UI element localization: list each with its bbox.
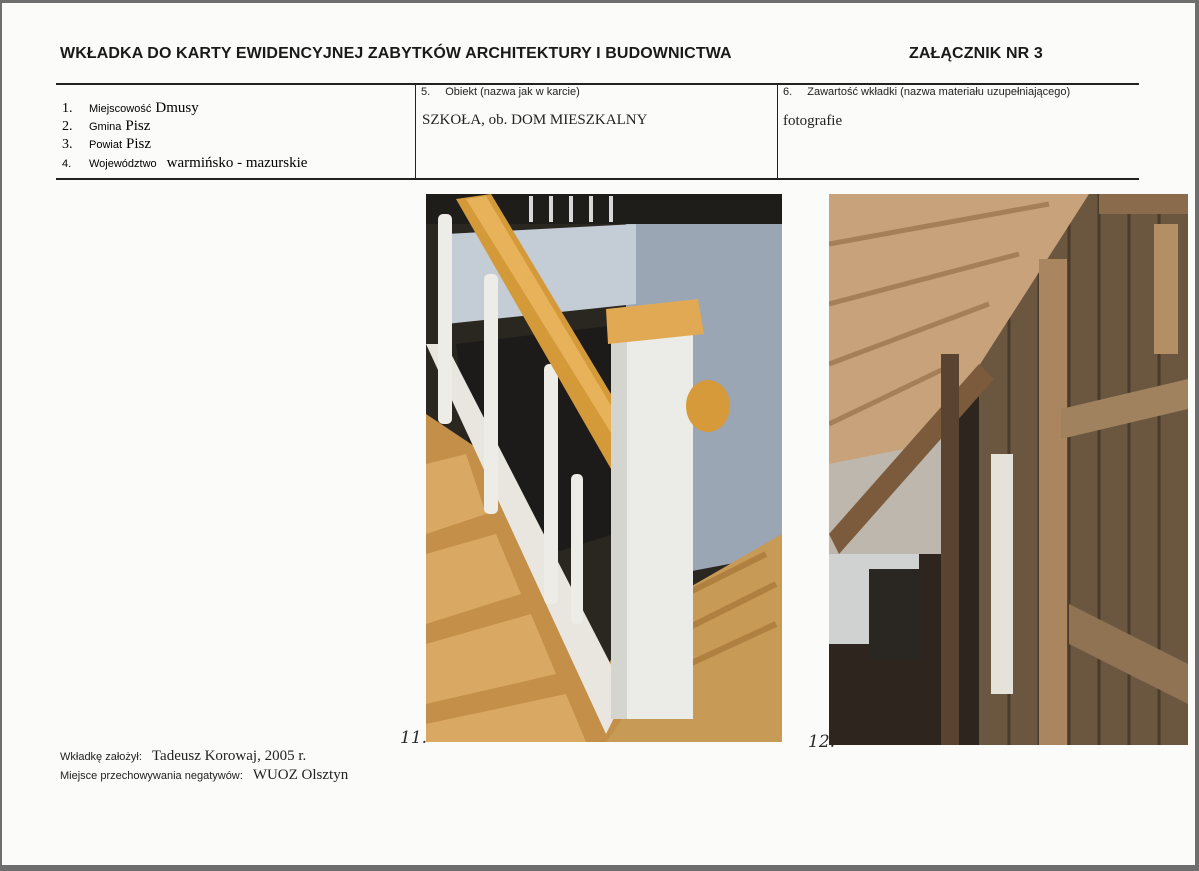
contents-number: 6. (783, 86, 793, 98)
table-bottom-rule (56, 178, 1139, 180)
author-value: Tadeusz Korowaj, 2005 r. (151, 748, 307, 764)
attachment-label: ZAŁĄCZNIK NR 3 (909, 45, 1043, 62)
location-row-2 (62, 117, 150, 135)
attic-interior-photo-image (829, 194, 1188, 745)
object-value: SZKOŁA, ob. DOM MIESZKALNY (422, 112, 648, 128)
attic-interior-photo (829, 194, 1188, 745)
table-divider-2 (777, 84, 778, 179)
object-number: 5. (421, 86, 431, 98)
author-label: Wkładkę założył: (60, 751, 142, 763)
table-divider-1 (415, 84, 416, 179)
location-row-number: 3. (62, 137, 73, 152)
contents-label: Zawartość wkładki (nazwa materiału uzupełniającego) (807, 86, 1071, 98)
contents-value: fotografie (783, 113, 843, 129)
contents-label-line (783, 86, 1070, 98)
photo-11-number: 11. (400, 728, 428, 748)
location-row-label: Powiat (89, 139, 123, 151)
document-title: WKŁADKA DO KARTY EWIDENCYJNEJ ZABYTKÓW ARCHITEKTURY I BUDOWNICTWA (60, 45, 732, 62)
location-row-3 (62, 135, 151, 153)
location-row-1 (62, 99, 199, 117)
location-row-label: Gmina (89, 121, 122, 133)
staircase-photo (426, 194, 782, 742)
photo-12-number: 12. (808, 732, 836, 752)
object-label: Obiekt (nazwa jak w karcie) (445, 86, 580, 98)
storage-line (60, 766, 348, 784)
document-sheet (2, 3, 1195, 865)
author-line (60, 747, 306, 765)
table-top-rule (56, 83, 1139, 85)
location-row-value: Dmusy (155, 100, 199, 116)
location-row-value: Pisz (125, 118, 151, 134)
storage-label: Miejsce przechowywania negatywów: (60, 770, 243, 782)
location-row-label: Miejscowość (89, 103, 152, 115)
location-row-label: Województwo (89, 158, 157, 170)
object-label-line (421, 86, 580, 98)
storage-value: WUOZ Olsztyn (252, 767, 349, 783)
staircase-photo-image (426, 194, 782, 742)
location-row-number: 4. (62, 158, 72, 170)
location-row-number: 1. (62, 101, 73, 116)
location-row-value: warmińsko - mazurskie (166, 155, 308, 171)
location-row-4 (62, 154, 307, 172)
location-row-value: Pisz (126, 136, 152, 152)
location-row-number: 2. (62, 119, 73, 134)
